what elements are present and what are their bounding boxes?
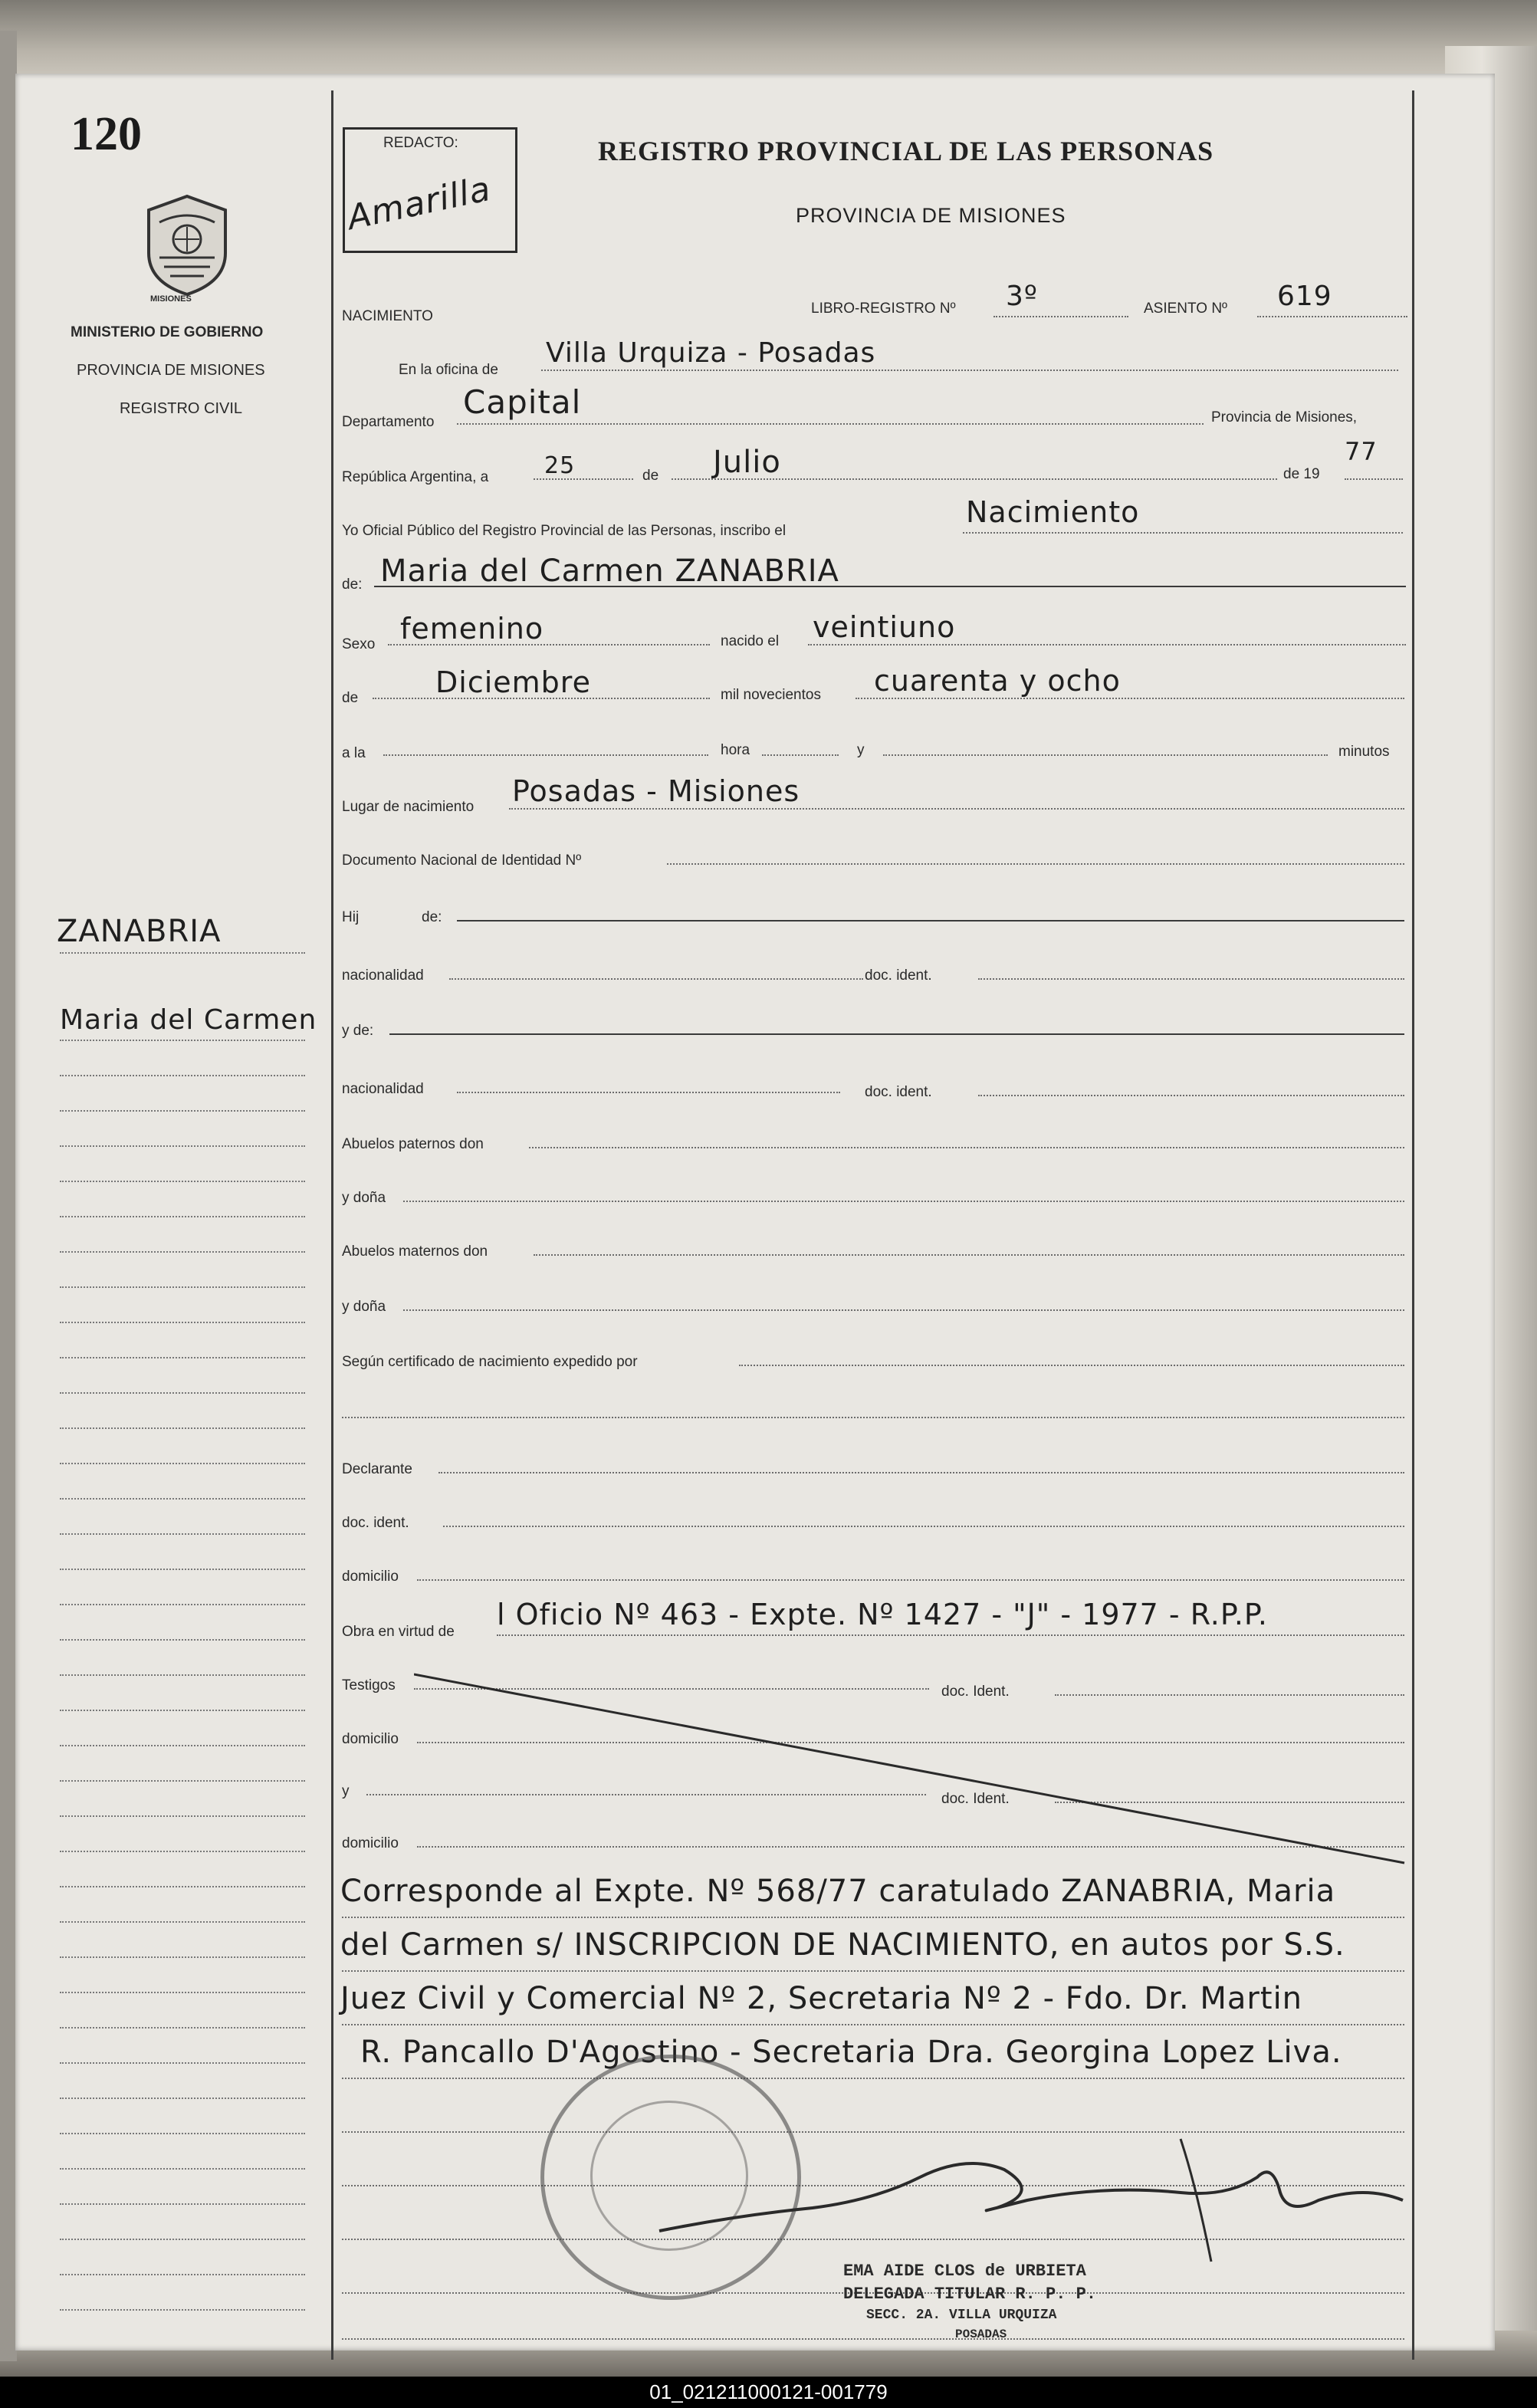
redacto-value: Amarilla xyxy=(343,169,494,238)
y-label-2: y xyxy=(342,1783,350,1799)
doc-ident-label: doc. ident. xyxy=(865,967,932,984)
signer-office: SECC. 2A. VILLA URQUIZA xyxy=(866,2308,1057,2323)
domicilio-label-3: domicilio xyxy=(342,1835,399,1851)
y-dona-label: y doña xyxy=(342,1190,386,1206)
registry-label: REGISTRO CIVIL xyxy=(120,400,243,417)
seal-label: MISIONES xyxy=(150,294,192,304)
hora-label: hora xyxy=(721,742,750,758)
certificado-label: Según certificado de nacimiento expedido por xyxy=(342,1354,638,1370)
libro-label: LIBRO-REGISTRO Nº xyxy=(811,301,956,317)
margin-rule xyxy=(331,90,333,2360)
anio-nac-value: cuarenta y ocho xyxy=(874,664,1121,698)
hij-label: Hij xyxy=(342,909,360,925)
document-subtitle: PROVINCIA DE MISIONES xyxy=(796,204,1066,227)
margin-given-name: Maria del Carmen xyxy=(60,1004,317,1036)
sexo-label: Sexo xyxy=(342,636,376,652)
doc-ident-label-2: doc. ident. xyxy=(865,1084,932,1100)
mes-nac-value: Diciembre xyxy=(435,665,591,699)
book-edge-left xyxy=(0,31,17,2361)
ministry-label: MINISTERIO DE GOBIERNO xyxy=(71,324,264,340)
mes-value: Julio xyxy=(713,445,781,480)
annotation-line-2: del Carmen s/ INSCRIPCION DE NACIMIENTO, en autos por S.S. xyxy=(340,1927,1345,1963)
dni-label: Documento Nacional de Identidad Nº xyxy=(342,852,582,869)
book-edge-top xyxy=(0,0,1537,84)
minutos-label: minutos xyxy=(1338,744,1390,760)
anio-value: 77 xyxy=(1345,437,1378,466)
obra-label: Obra en virtud de xyxy=(342,1624,455,1640)
hij-de-label: de: xyxy=(422,909,442,925)
nombre-value: Maria del Carmen ZANABRIA xyxy=(380,554,839,589)
asiento-label: ASIENTO Nº xyxy=(1144,301,1227,317)
doc-ident-label-5: doc. Ident. xyxy=(941,1791,1010,1807)
abuelos-mat-label: Abuelos maternos don xyxy=(342,1243,488,1260)
cancel-strike xyxy=(414,1671,1411,1871)
departamento-value: Capital xyxy=(463,383,582,421)
signer-name: EMA AIDE CLOS de URBIETA xyxy=(843,2262,1086,2281)
oficina-value: Villa Urquiza - Posadas xyxy=(546,337,876,369)
nacido-label: nacido el xyxy=(721,633,780,649)
coat-of-arms-icon xyxy=(136,192,238,299)
file-id: 01_021211000121-001779 xyxy=(649,2380,888,2403)
signer-title: DELEGADA TITULAR R. P. P. xyxy=(843,2285,1097,2304)
lugar-value: Posadas - Misiones xyxy=(512,774,800,808)
oficina-label: En la oficina de xyxy=(399,362,498,378)
redacto-label: REDACTO: xyxy=(383,135,458,151)
y-de-label: y de: xyxy=(342,1023,374,1039)
margin-surname: ZANABRIA xyxy=(57,914,222,949)
signature-scribble xyxy=(644,2124,1411,2277)
oficial-label: Yo Oficial Público del Registro Provincial de las Personas, inscribo el xyxy=(342,523,787,539)
right-rule xyxy=(1412,90,1414,2360)
de-label: de xyxy=(642,468,659,484)
inscribo-value: Nacimiento xyxy=(966,495,1140,529)
annotation-line-4: R. Pancallo D'Agostino - Secretaria Dra. Georgina Lopez Liva. xyxy=(360,2035,1342,2070)
testigos-label: Testigos xyxy=(342,1677,396,1693)
sexo-value: femenino xyxy=(400,612,544,646)
y-label: y xyxy=(857,742,865,758)
departamento-label: Departamento xyxy=(342,414,435,430)
libro-value: 3º xyxy=(1006,281,1038,312)
province-label: PROVINCIA DE MISIONES xyxy=(77,362,265,379)
doc-ident-label-3: doc. ident. xyxy=(342,1515,409,1531)
declarante-label: Declarante xyxy=(342,1461,412,1477)
republica-label: República Argentina, a xyxy=(342,469,489,485)
y-dona-label-2: y doña xyxy=(342,1299,386,1315)
nacimiento-label: NACIMIENTO xyxy=(342,308,433,324)
asiento-value: 619 xyxy=(1277,281,1332,312)
annotation-line-3: Juez Civil y Comercial Nº 2, Secretaria Nº 2 - Fdo. Dr. Martin xyxy=(340,1981,1303,2016)
abuelos-pat-label: Abuelos paternos don xyxy=(342,1136,484,1152)
nacionalidad-label-2: nacionalidad xyxy=(342,1081,424,1097)
de-label-3: de xyxy=(342,690,359,706)
document-title: REGISTRO PROVINCIAL DE LAS PERSONAS xyxy=(598,136,1214,166)
nacido-value: veintiuno xyxy=(813,610,956,644)
obra-value: l Oficio Nº 463 - Expte. Nº 1427 - "J" - 1977 - R.P.P. xyxy=(497,1598,1269,1631)
doc-ident-label-4: doc. Ident. xyxy=(941,1684,1010,1700)
annotation-line-1: Corresponde al Expte. Nº 568/77 caratulado ZANABRIA, Maria xyxy=(340,1874,1336,1909)
anio-label: de 19 xyxy=(1283,466,1320,482)
provincia-label: Provincia de Misiones, xyxy=(1211,409,1358,425)
page-number: 120 xyxy=(71,108,142,160)
domicilio-label: domicilio xyxy=(342,1569,399,1585)
ala-label: a la xyxy=(342,745,366,761)
signer-city: POSADAS xyxy=(955,2328,1007,2341)
mil-label: mil novecientos xyxy=(721,687,821,703)
dia-value: 25 xyxy=(544,452,576,479)
lugar-label: Lugar de nacimiento xyxy=(342,799,475,815)
domicilio-label-2: domicilio xyxy=(342,1731,399,1747)
nacionalidad-label: nacionalidad xyxy=(342,967,424,984)
nombre-label: de: xyxy=(342,577,363,593)
